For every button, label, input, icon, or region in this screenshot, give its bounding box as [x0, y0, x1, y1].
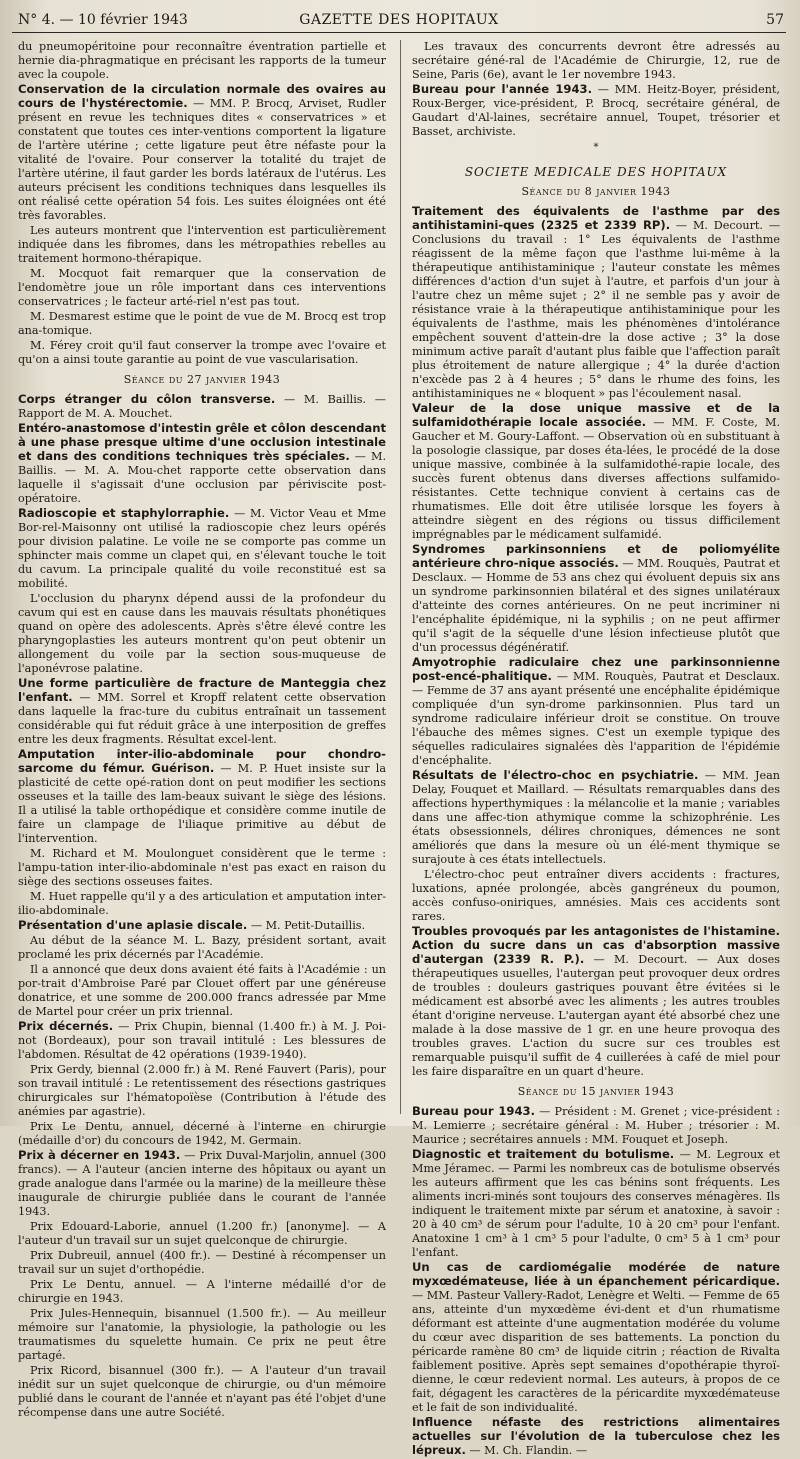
article-body: — M. Baillis. — Rapport de M. A. Mouchet.	[18, 393, 386, 420]
paragraph: L'électro-choc peut entraîner divers accidents : fractures, luxations, apnée prolongée, abcès gangréneux du poumon, accès confuso-oniriques, amnésies. Mais ces accidents sont rares.	[412, 868, 780, 923]
article-body: — MM. Heitz-Boyer, président, Roux-Berger, vice-président, P. Brocq, secrétaire général, de Gaudart d'Al-laines, secrétaire annuel, Toupet, trésorier et Basset, archiviste.	[412, 83, 780, 138]
article	[18, 919, 386, 933]
article-title: Conservation de la circulation normale des ovaires au cours de l'hystérectomie.	[18, 82, 386, 110]
article-body: — MM. F. Coste, M. Gaucher et M. Goury-Laffont. — Observation où en substituant à la posologie classique, par doses éta-lées, le procédé de la dose unique massive, combinée à la sulfamidothé-rapie locale, des succès furent obtenus dans diverses affections sulfamido-résistantes. Cette technique convient à certains cas de rhumatismes. Elle doit être utilisée lorsque les foyers à atteindre siègent en des régions ou tissus difficilement imprégnables par le médicament sulfamidé.	[412, 416, 781, 541]
article-title: Une forme particulière de fracture de Manteggia chez l'enfant.	[18, 676, 386, 704]
article-body: — M. Legroux et Mme Jéramec. — Parmi les nombreux cas de botulisme observés les auteurs affirment que les cas bénins sont fréquents. Les aliments incri-minés sont toujours des conserves ménagères. Ils indiquent le traitement mixte par sérum et anatoxine, à savoir : 20 à 40 cm³ de sérum pour l'adulte, 10 à 20 cm³ pour l'enfant. Anatoxine 1 cm³ à 1 cm³ 5 pour l'adulte, 0 cm³ 5 à 1 cm³ pour l'enfant.	[412, 1148, 780, 1259]
article	[18, 422, 386, 506]
article-body: — MM. Rouquès, Pautrat et Desclaux. — Homme de 53 ans chez qui évoluent depuis six ans un syndrome parkinsonnien bilatéral et des signes unilatéraux d'atteinte des cornes antérieures. On ne peut incriminer ni l'encéphalite épidémique, ni la syphilis ; on ne peut affirmer qu'il s'agit de la séquelle d'une lésion infectieuse plutôt que d'un processus dégénératif.	[412, 557, 780, 654]
article	[412, 925, 780, 1079]
article-body: — MM. Jean Delay, Fouquet et Maillard. — Résultats remarquables dans des affections hyperthymiques : la mélancolie et la manie ; variables dans une affec-tion athymique comme la schizophrénie. Les états obsessionnels, délires chroniques, démences ne sont améliorés que dans la mesure où un élé-ment thymique se surajoute à ces états intellectuels.	[412, 769, 780, 866]
article	[412, 205, 780, 401]
article-title: Prix à décerner en 1943.	[18, 1148, 181, 1162]
article-body: — M. P. Huet insiste sur la plasticité de cette opé-ration dont on peut modifier les sections osseuses et la taille des lam-beaux suivant le siège des lésions. Il a utilisé la table orthopédique et considère comme inutile de faire un clampage de l'iliaque primitive au début de l'intervention.	[18, 762, 386, 845]
paragraph: Prix Gerdy, biennal (2.000 fr.) à M. René Fauvert (Paris), pour son travail intitulé : Le retentissement des résections gastriques chirurgicales sur l'hématopoïèse (Contribution à l'étude des anémies par agastrie).	[18, 1063, 386, 1118]
article-body: — MM. P. Brocq, Arviset, Rudler présent en revue les techniques dites « conservatrices » et constatent que toutes ces inter-ventions comportent la ligature de l'artère utérine ; cette ligature peut être néfaste pour la vitalité de l'ovaire. Pour conserver la totalité du trajet de l'artère utérine, il faut garder les bords latéraux de l'utérus. Les auteurs précisent les conditions techniques dans lesquelles ils ont réalisé cette opération 54 fois. Les suites éloignées ont été très favorables.	[18, 97, 386, 222]
article-title: Syndromes parkinsonniens et de poliomyélite antérieure chro-nique associés.	[412, 542, 780, 570]
article	[18, 1020, 386, 1062]
article	[412, 769, 780, 867]
society-heading: SOCIETE MEDICALE DES HOPITAUX	[464, 165, 728, 179]
paragraph: M. Férey croit qu'il faut conserver la trompe avec l'ovaire et qu'on a ainsi toute garantie au point de vue vascularisation.	[18, 339, 386, 366]
paragraph: Prix Le Dentu, annuel. — A l'interne médaillé d'or de chirurgie en 1943.	[18, 1278, 386, 1305]
paragraph: Prix Le Dentu, annuel, décerné à l'interne en chirurgie (médaille d'or) du concours de 1942, M. Germain.	[18, 1120, 386, 1147]
article-title: Amyotrophie radiculaire chez une parkinsonnienne post-encé-phalitique.	[412, 655, 780, 683]
paragraph: Prix Ricord, bisannuel (300 fr.). — A l'auteur d'un travail inédit sur un sujet quelconque de chirurgie, ou d'un mémoire publié dans le courant de l'année et n'ayant pas été l'objet d'une récompense dans une autre Société.	[18, 1364, 386, 1419]
article	[18, 1149, 386, 1219]
article	[412, 656, 780, 768]
paragraph: M. Richard et M. Moulonguet considèrent que le terme : l'ampu-tation inter-ilio-abdominale n'est pas exact en raison du siège des sections osseuses faites.	[18, 847, 386, 888]
session-heading: Séance du 27 janvier 1943	[123, 373, 281, 386]
article-title: Corps étranger du côlon transverse.	[18, 392, 276, 406]
article-body: — Président : M. Grenet ; vice-président : M. Lemierre ; secrétaire général : M. Huber ; trésorier : M. Maurice ; secrétaires annuels : MM. Fouquet et Joseph.	[412, 1105, 781, 1146]
article-title: Bureau pour l'année 1943.	[412, 82, 593, 96]
article-title: Influence néfaste des restrictions alimentaires actuelles sur l'évolution de la tuberculose chez les lépreux.	[412, 1415, 780, 1457]
paragraph: Prix Dubreuil, annuel (400 fr.). — Destiné à récompenser un travail sur un sujet d'orthopédie.	[18, 1249, 386, 1276]
issue-number: N° 4. — 10 février 1943	[18, 12, 188, 28]
paragraph: Prix Jules-Hennequin, bisannuel (1.500 fr.). — Au meilleur mémoire sur l'anatomie, la physiologie, la pathologie ou les traumatismes du squelette humain. Ce prix ne peut être partagé.	[18, 1307, 386, 1362]
article	[18, 83, 386, 223]
session-heading: Séance du 15 janvier 1943	[517, 1085, 675, 1098]
article-body: — M. Petit-Dutaillis.	[247, 919, 366, 932]
ornament: *	[593, 142, 599, 153]
article	[412, 402, 780, 542]
article-title: Troubles provoqués par les antagonistes de l'histamine. Action du sucre dans un cas d'absorption massive d'autergan (2339 R. P.).	[412, 924, 780, 966]
left-column	[18, 40, 386, 1421]
article-title: Bureau pour 1943.	[412, 1104, 535, 1118]
article	[412, 1261, 780, 1415]
article	[18, 393, 386, 421]
article-body: — MM. Pasteur Vallery-Radot, Lenègre et Welti. — Femme de 65 ans, atteinte d'un myxœdème évi-dent et d'un rhumatisme déformant est atteinte d'une augmentation modérée du volume du cœur avec disparition de ses battements. La ponction du péricarde ramène 80 cm³ de liquide citrin ; réaction de Rivalta faiblement positive. Après sept semaines d'opothérapie thyroï-dienne, le cœur redevient normal. Les auteurs, à propos de ce fait, dégagent les caractères de la péricardite myxœdémateuse et le fait de son individualité.	[412, 1289, 780, 1414]
paragraph: Prix Edouard-Laborie, annuel (1.200 fr.) [anonyme]. — A l'auteur d'un travail sur un sujet quelconque de chirurgie.	[18, 1220, 386, 1247]
right-column	[412, 40, 780, 1459]
article-body: — Prix Duval-Marjolin, annuel (300 francs). — A l'auteur (ancien interne des hôpitaux ou ayant un grade analogue dans l'armée ou la marine) de la meilleure thèse inaugurale de chirurgie publiée dans le courant de l'année 1943.	[18, 1149, 387, 1218]
article-body: — Prix Chupin, biennal (1.400 fr.) à M. J. Poi-not (Bordeaux), pour son travail intitulé : Les blessures de l'abdomen. Résultat de 42 opérations (1939-1940).	[18, 1020, 386, 1061]
article	[18, 748, 386, 846]
article-body: — M. Baillis. — M. A. Mou-chet rapporte cette observation dans laquelle il s'agissait d'une occlusion par périviscite post-opératoire.	[18, 450, 386, 505]
article	[412, 1416, 780, 1458]
article-title: Amputation inter-ilio-abdominale pour chondro-sarcome du fémur. Guérison.	[18, 747, 386, 775]
article-title: Prix décernés.	[18, 1019, 114, 1033]
article-title: Présentation d'une aplasie discale.	[18, 918, 248, 932]
paragraph: Les travaux des concurrents devront être adressés au secrétaire géné-ral de l'Académie de Chirurgie, 12, rue de Seine, Paris (6e), avant le 1er novembre 1943.	[412, 40, 780, 81]
paragraph: M. Huet rappelle qu'il y a des articulation et amputation inter-ilio-abdominale.	[18, 890, 386, 917]
article	[18, 677, 386, 747]
article	[412, 1105, 780, 1147]
paragraph: Au début de la séance M. L. Bazy, président sortant, avait proclamé les prix décernés par l'Académie.	[18, 934, 386, 961]
journal-title: GAZETTE DES HOPITAUX	[299, 12, 499, 28]
article-title: Diagnostic et traitement du botulisme.	[412, 1147, 675, 1161]
article	[412, 543, 780, 655]
article-title: Valeur de la dose unique massive et de la sulfamidothérapie locale associée.	[412, 401, 780, 429]
paragraph: L'occlusion du pharynx dépend aussi de la profondeur du cavum qui est en cause dans les mauvais résultats phonétiques quand on opère des adolescents. Après s'être élevé contre les pharyngoplasties les auteurs montrent qu'on peut obtenir un allongement du voile par la section sous-muqueuse de l'aponévrose palatine.	[18, 592, 386, 675]
paragraph: Les auteurs montrent que l'intervention est particulièrement indiquée dans les fibromes, dans les métropathies rebelles au traitement hormono-thérapique.	[18, 224, 386, 265]
article-title: Résultats de l'électro-choc en psychiatrie.	[412, 768, 699, 782]
paragraph: Il a annoncé que deux dons avaient été faits à l'Académie : un por-trait d'Ambroise Paré par Clouet offert par une généreuse donatrice, et une somme de 200.000 francs adressée par Mme de Martel pour créer un prix triennal.	[18, 963, 386, 1018]
article	[412, 83, 780, 139]
paragraph: du pneumopéritoine pour reconnaître éventration partielle et hernie dia-phragmatique en précisant les rapports de la tumeur avec la coupole.	[18, 40, 386, 81]
article-title: Traitement des équivalents de l'asthme par des antihistamini-ques (2325 et 2339 RP).	[412, 204, 780, 232]
page-number: 57	[766, 12, 784, 28]
article-title: Entéro-anastomose d'intestin grêle et côlon descendant à une phase presque ultime d'une occlusion intestinale et dans des conditions techniques très spéciales.	[18, 421, 386, 463]
article-body: — M. Victor Veau et Mme Bor-rel-Maisonny ont utilisé la radioscopie chez leurs opérés pour division palatine. Le voile ne se comporte pas comme un sphincter mais comme un clapet qui, en s'élevant touche le toit du cavum. La principale qualité du voile reconstitué est sa mobilité.	[18, 507, 386, 590]
article-body: — MM. Sorrel et Kropff relatent cette observation dans laquelle la frac-ture du cubitus entraînait un tassement considérable qui fut réduit grâce à une interposition de greffes entre les deux fragments. Résultat excel-lent.	[18, 691, 386, 746]
article	[18, 507, 386, 591]
article	[412, 1148, 780, 1260]
article-title: Un cas de cardiomégalie modérée de nature myxœdémateuse, liée à un épanchement péricardique.	[412, 1260, 780, 1288]
article-body: — MM. Rouquès, Pautrat et Desclaux. — Femme de 37 ans ayant présenté une encéphalite épidémique compliquée d'un syn-drome parkinsonnien. Plus tard un syndrome radiculaire inférieur droit se constitue. On trouve l'ébauche des mêmes signes. C'est un exemple typique des séquelles radiculaires signalées dès l'apparition de l'épidémie d'encéphalite.	[412, 670, 780, 767]
column-divider	[400, 40, 401, 1114]
session-heading: Séance du 8 janvier 1943	[521, 185, 671, 198]
paragraph: M. Desmarest estime que le point de vue de M. Brocq est trop ana-tomique.	[18, 310, 386, 337]
article-title: Radioscopie et staphylorraphie.	[18, 506, 230, 520]
article-body: — M. Ch. Flandin. —	[465, 1444, 588, 1457]
paragraph: M. Mocquot fait remarquer que la conservation de l'endomètre joue un rôle important dans ces interventions conservatrices ; le facteur arté-riel n'est pas tout.	[18, 267, 386, 308]
page-header	[12, 6, 786, 33]
article-body: — M. Decourt. — Conclusions du travail : 1° Les équivalents de l'asthme réagissent de la même façon que l'asthme lui-même à la thérapeutique antihistaminique ; l'auteur constate les mêmes différences d'action d'un sujet à l'autre, et parfois d'un jour à l'autre chez un même sujet ; 2° il ne semble pas y avoir de résistance vraie à la thérapeutique antihistaminique pour les équivalents de l'asthme, mais les phénomènes d'intolérance empêchent souvent d'attein-dre la dose active ; 3° la dose minimum active paraît d'autant plus faible que l'affection paraît plus étroitement de nature allergique ; 4° la durée d'action n'excède pas 2 à 4 heures ; 5° dans le rhume des foins, les antihistaminiques ne « bloquent » pas l'écoulement nasal.	[412, 219, 781, 400]
article-body: — M. Decourt. — Aux doses thérapeutiques usuelles, l'autergan peut provoquer deux ordres de troubles : douleurs gastriques pouvant être évitées si le médicament est absorbé avec les aliments ; les autres troubles étant d'origine nerveuse. L'autergan ayant été absorbé chez une malade à la dose massive de 1 gr. en une heure provoqua des troubles graves. L'action du sucre sur ces troubles est remarquable puisqu'il suffit de 4 cuillerées à café de miel pour les faire disparaître en un quart d'heure.	[412, 953, 781, 1078]
